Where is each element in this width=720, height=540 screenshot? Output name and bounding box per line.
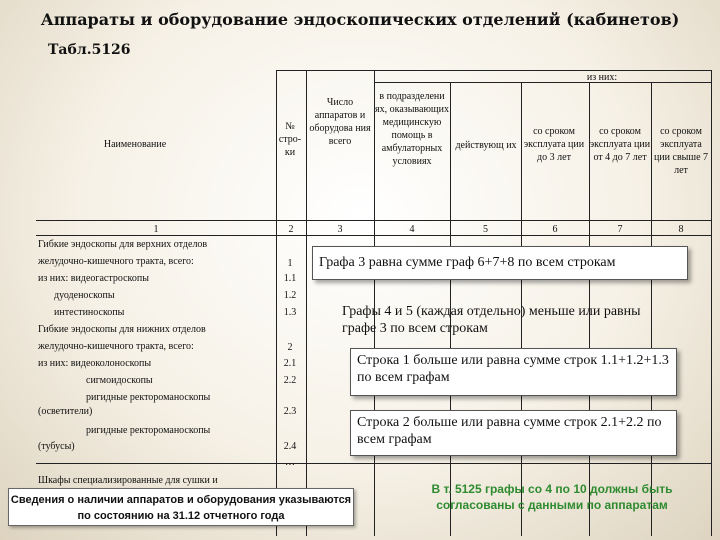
row-number: … <box>285 457 295 468</box>
row-number: 1.3 <box>283 307 297 318</box>
callout-rule-col4-5: Графы 4 и 5 (каждая отдельно) меньше или равны графе 3 по всем строкам <box>342 304 641 336</box>
col-number: 7 <box>617 224 623 235</box>
green-note: В т. 5125 графы со 4 по 10 должны быть согласованы с данными по аппаратам <box>431 482 673 512</box>
row-number: 2 <box>287 342 293 353</box>
table-number: Табл.5126 <box>48 42 131 58</box>
col-number: 3 <box>337 224 343 235</box>
row-label: дуоденоскопы <box>54 290 115 301</box>
header-working: действующ их <box>455 140 517 151</box>
col-number: 4 <box>409 224 415 235</box>
header-name: Наименование <box>103 139 167 150</box>
header-life-4-7: со сроком эксплуата ции от 4 до 7 лет <box>589 126 651 163</box>
row-number: 2.2 <box>283 375 297 386</box>
col-number: 1 <box>153 224 159 235</box>
row-label: (осветители) <box>38 406 93 417</box>
footnote: Сведения о наличии аппаратов и оборудования указываются по состоянию на 31.12 отчетного года <box>8 488 354 526</box>
callout-rule-row2: Строка 2 больше или равна сумме строк 2.1+2.2 по всем графам <box>350 410 677 456</box>
header-life-up-to-3: со сроком эксплуата ции до 3 лет <box>523 126 585 163</box>
callout-rule-col3: Графа 3 равна сумме граф 6+7+8 по всем строкам <box>312 246 688 280</box>
header-life-over-7: со сроком эксплуата ции свыше 7 лет <box>653 126 709 176</box>
col-number: 2 <box>288 224 294 235</box>
row-number: 1.1 <box>283 273 297 284</box>
row-label: Гибкие эндоскопы для верхних отделов <box>38 239 208 250</box>
row-number: 2.1 <box>283 358 297 369</box>
row-number: 1.2 <box>283 290 297 301</box>
callout-rule-row1: Строка 1 больше или равна сумме строк 1.1+1.2+1.3 по всем графам <box>350 348 677 396</box>
col-number: 5 <box>483 224 488 235</box>
col-number: 8 <box>678 224 684 235</box>
row-label: из них: видеоколоноскопы <box>38 358 152 369</box>
row-number: 1 <box>287 258 293 269</box>
col-number: 6 <box>552 224 558 235</box>
row-label: сигмоидоскопы <box>86 375 153 386</box>
row-label: интестиноскопы <box>54 307 125 318</box>
group-header: из них: <box>586 72 618 83</box>
page-title: Аппараты и оборудование эндоскопических отделений (кабинетов) <box>40 10 680 29</box>
row-label: желудочно-кишечного тракта, всего: <box>38 341 194 352</box>
row-label: ригидные ректороманоскопы <box>86 425 211 436</box>
row-label: Гибкие эндоскопы для нижних отделов <box>38 324 206 335</box>
row-number: 2.4 <box>283 441 297 452</box>
header-count: Число аппаратов и оборудова ния всего <box>309 97 371 147</box>
row-label: Шкафы специализированные для сушки и <box>38 475 218 486</box>
row-label: из них: видеогастроскопы <box>38 273 149 284</box>
header-ambulatory: в подразделени ях, оказывающих медицинскую помощь в амбулаторных условиях <box>375 91 449 167</box>
row-label: ригидные ректороманоскопы <box>86 392 211 403</box>
row-label: желудочно-кишечного тракта, всего: <box>38 256 194 267</box>
header-row-no: № стро-ки <box>278 121 302 158</box>
row-number: 2.3 <box>283 406 297 417</box>
row-label: (тубусы) <box>38 441 75 452</box>
